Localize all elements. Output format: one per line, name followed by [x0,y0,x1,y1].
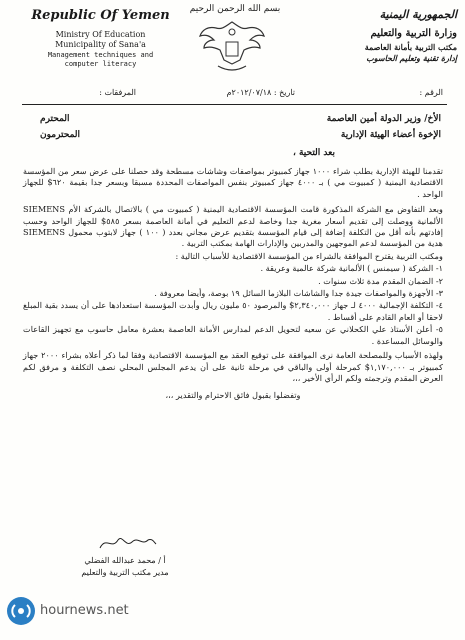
date-label: تاريخ : ٢٠١٢/٠٧/١٨م [226,88,295,97]
reason-item-3: ٣- الأجهزة والمواصفات جيدة جدا والشاشات البلازما السائل ١٩ بوصة، وأيضا معروفة . [154,288,443,299]
signatory-name: أ / محمد عبدالله الفضلي [84,556,166,565]
body-paragraph-1: تقدمنا للهيئة الإدارية بطلب شراء ١٠٠٠ جهاز كمبيوتر بمواصفات وشاشات مسطحة وقد حصلنا على عرض سعر من المؤسسة الاقتصادية اليمنية ( كمبيوت مي ) بـ ٤٠٠٠ جهاز كمبيوتر بنفس المواصفات المحددة مسبقا وبسعر جدا بقيمة ٦٢٠$ للجهاز الواحد . [23,166,443,199]
ar-ministry-line: وزارة التربية والتعليم [370,28,457,39]
number-label: الرقم : [419,88,443,97]
reason-item-1: ١- الشركة ( سيمنس ) الألمانية شركة عالمية وعريقة . [260,263,443,274]
reason-item-2: ٢- الضمان المقدم مدة ثلاث سنوات . [318,275,443,286]
closing-line: وتفضلوا بقبول فائق الاحترام والتقدير ،،، [165,390,301,401]
handwritten-signature [96,532,158,554]
basmala: بسم الله الرحمن الرحيم [189,4,281,14]
header-divider [22,104,447,105]
greeting: بعد التحية ، [292,148,335,158]
eagle-emblem-icon [196,16,268,76]
watermark-text: hournews.net [40,603,129,618]
reason-item-4: ٤- التكلفة الإجمالية ٤٠٠٠ لـ جهاز ٢,٣٤٠,٠٠٠$ والمرصود ٥٠ مليون ريال وأبدت المؤسسة استعدادها على أن يسدد بقية المبلغ لاحقا أو العام القادم على أقساط . [23,300,444,322]
broadcast-logo-icon [6,596,36,626]
attachments-label: المرفقات : [99,88,136,97]
body-paragraph-4: ولهذه الأسباب وللمصلحة العامة نرى الموافقة على توقيع العقد مع المؤسسة الاقتصادية وفقا لما ذكر أعلاه بشراء ٢٠٠٠ جهاز كمبيوتر بـ ١,١٧٠,٠٠٠$ كمرحلة أولى والباقي في مرحلة ثانية على أن يدعم المجلس المحلي نصف التكلفة و مرفق لكم العرض المقدم وترجمته ولكم الرأي الأخير ،،، [23,350,443,383]
en-dept-line-1: Management techniques and [47,51,154,59]
body-paragraph-3: ومكتب التربية يقترح الموافقة بالشراء من المؤسسة الاقتصادية للأسباب التالية : [175,250,443,261]
recipient-line-1: الأخ/ وزير الدولة أمين العاصمة [326,114,441,124]
ar-office-line: مكتب التربية بأمانة العاصمة [364,42,457,52]
en-republic-title: Republic Of Yemen [31,8,170,23]
signatory-title: مدير مكتب التربية والتعليم [81,568,169,577]
en-municipality-line: Municipality of Sana'a [55,40,146,49]
letter-body [23,166,443,403]
en-dept-line-2: computer literacy [64,60,137,68]
ar-dept-line: إدارة تقنية وتعليم الحاسوب [366,53,457,63]
en-ministry-line: Ministry Of Education [55,30,146,39]
recipient-line-2: الإخوة أعضاء الهيئة الإدارية [340,130,441,140]
recipient-honorific-1: المحترم [40,114,70,124]
ar-republic-title: الجمهورية اليمنية [379,8,457,21]
body-paragraph-2: وبعد التفاوض مع الشركة المذكورة قامت المؤسسة الاقتصادية اليمنية ( كمبيوت مي ) بالاتصال بالشركة الأم SIEMENS الألمانية ووصلت إلى تقديم أسعار مغرية جدا وخاصة لدعم التعليم في أمانة العاصمة بسعر ٥٨٥$ للجهاز الواحد وحسب إفادتهم بأنه أقل من التكلفة إضافة إلى قيام المؤسسة بتقديم عرض مجاني بعدد ( ١٠٠ ) جهاز لابتوب محمول SIEMENS هدية من المؤسسة لدعم الموجهين والمدربين والإدارات الهامة بمكتب التربية . [23,204,443,249]
reason-item-5: ٥- أعلن الأستاذ علي الكحلاني عن سعيه لتحويل الدعم لمدارس الأمانة العاصمة بعشرة معامل حاسوب مع تجهيز القاعات والوسائل المساعدة . [23,324,443,346]
recipient-honorific-2: المحترمون [40,130,81,140]
